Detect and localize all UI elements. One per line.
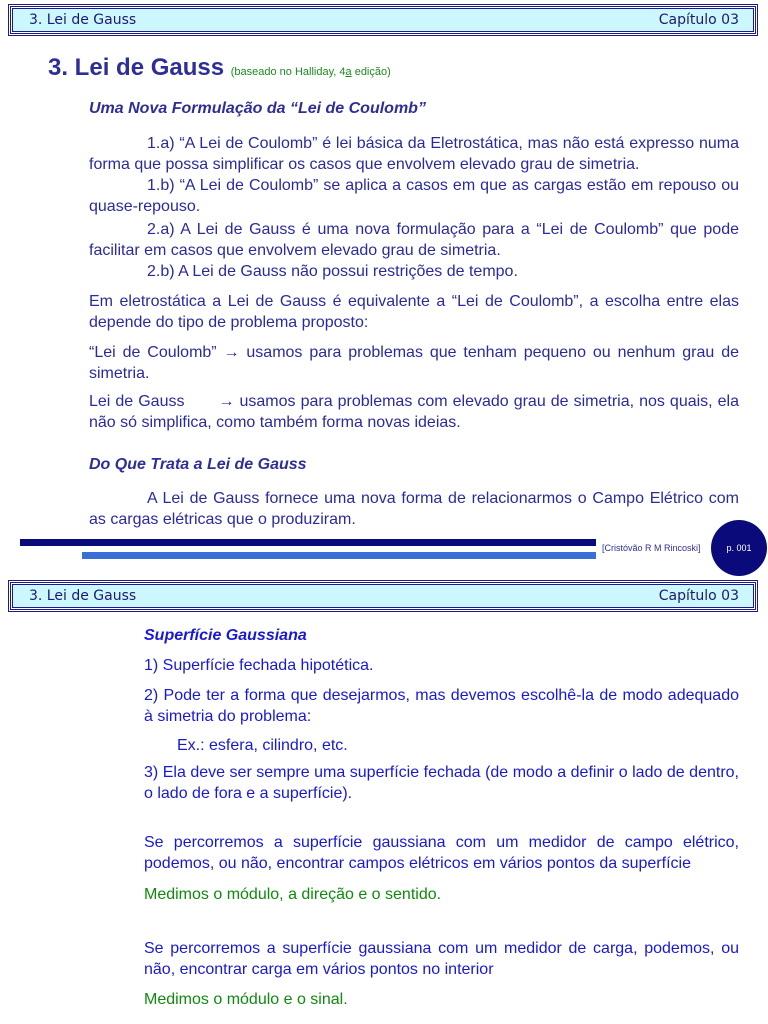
paragraph-gauss-summary: A Lei de Gauss fornece uma nova forma de relacionarmos o Campo Elétrico com as cargas elétricas que o produziram. [89,490,739,528]
page-header-2 [12,584,754,608]
paragraph-field-meter: Se percorremos a superfície gaussiana com um medidor de campo elétrico, podemos, ou não, encontrar campos elétricos em vários pontos da superfície [144,834,739,872]
section-heading-coulomb: Uma Nova Formulação da “Lei de Coulomb” [89,100,426,117]
item-2b: 2.b) A Lei de Gauss não possui restrições de tempo. [147,263,518,280]
header-chapter-number-2: Capítulo 03 [658,588,739,604]
field-measure-note: Medimos o módulo, a direção e o sentido. [144,886,442,903]
gauss-use-text: → usamos para problemas com elevado grau de simetria, nos quais, ela não só simplifica, como também forma novas ideias. [89,393,739,431]
gauss-label: Lei de Gauss [89,393,185,410]
footer-credit: [Cristóvão R M Rincoski] [602,543,701,553]
footer-bar-dark [20,539,596,546]
page-title: 3. Lei de Gauss (baseado no Halliday, 4a edição) [48,54,391,81]
paragraph-items-2 [89,219,739,282]
page-header [12,8,754,32]
page-number-badge: p. 001 [711,520,767,576]
section-heading-gauss: Do Que Trata a Lei de Gauss [89,456,307,473]
paragraph-items [89,133,739,217]
title-source-note: (baseado no Halliday, 4a edição) [230,66,391,78]
surface-item-2-example: Ex.: esfera, cilindro, etc. [177,737,348,754]
surface-item-1: 1) Superfície fechada hipotética. [144,657,374,674]
paragraph-gauss-use [89,391,739,433]
paragraph-coulomb-use: “Lei de Coulomb” → usamos para problemas que tenham pequeno ou nenhum grau de simetria. [89,344,739,382]
header-chapter-title-2: 3. Lei de Gauss [29,588,137,604]
header-chapter-title: 3. Lei de Gauss [29,12,137,28]
surface-item-2: 2) Pode ter a forma que desejarmos, mas devemos escolhê-la de modo adequado à simetria do problema: [144,687,739,725]
header-chapter-number: Capítulo 03 [658,12,739,28]
section-heading-gaussian-surface: Superfície Gaussiana [144,627,307,644]
surface-item-3: 3) Ela deve ser sempre uma superfície fechada (de modo a definir o lado de dentro, o lado de fora e a superfície). [144,764,739,802]
item-1b: 1.b) “A Lei de Coulomb” se aplica a casos em que as cargas estão em repouso ou quase-repouso. [89,177,739,215]
item-1a: 1.a) “A Lei de Coulomb” é lei básica da Eletrostática, mas não está expresso numa forma que possa simplificar os casos que envolvem elevado grau de simetria. [89,135,739,173]
charge-measure-note: Medimos o módulo e o sinal. [144,991,348,1008]
item-2a: 2.a) A Lei de Gauss é uma nova formulação para a “Lei de Coulomb” que pode facilitar em casos que envolvem elevado grau de simetria. [89,221,739,259]
paragraph-equivalence: Em eletrostática a Lei de Gauss é equivalente a “Lei de Coulomb”, a escolha entre elas depende do tipo de problema proposto: [89,293,739,331]
footer-bar-light [82,552,596,559]
paragraph-charge-meter: Se percorremos a superfície gaussiana com um medidor de carga, podemos, ou não, encontrar carga em vários pontos no interior [144,940,739,978]
